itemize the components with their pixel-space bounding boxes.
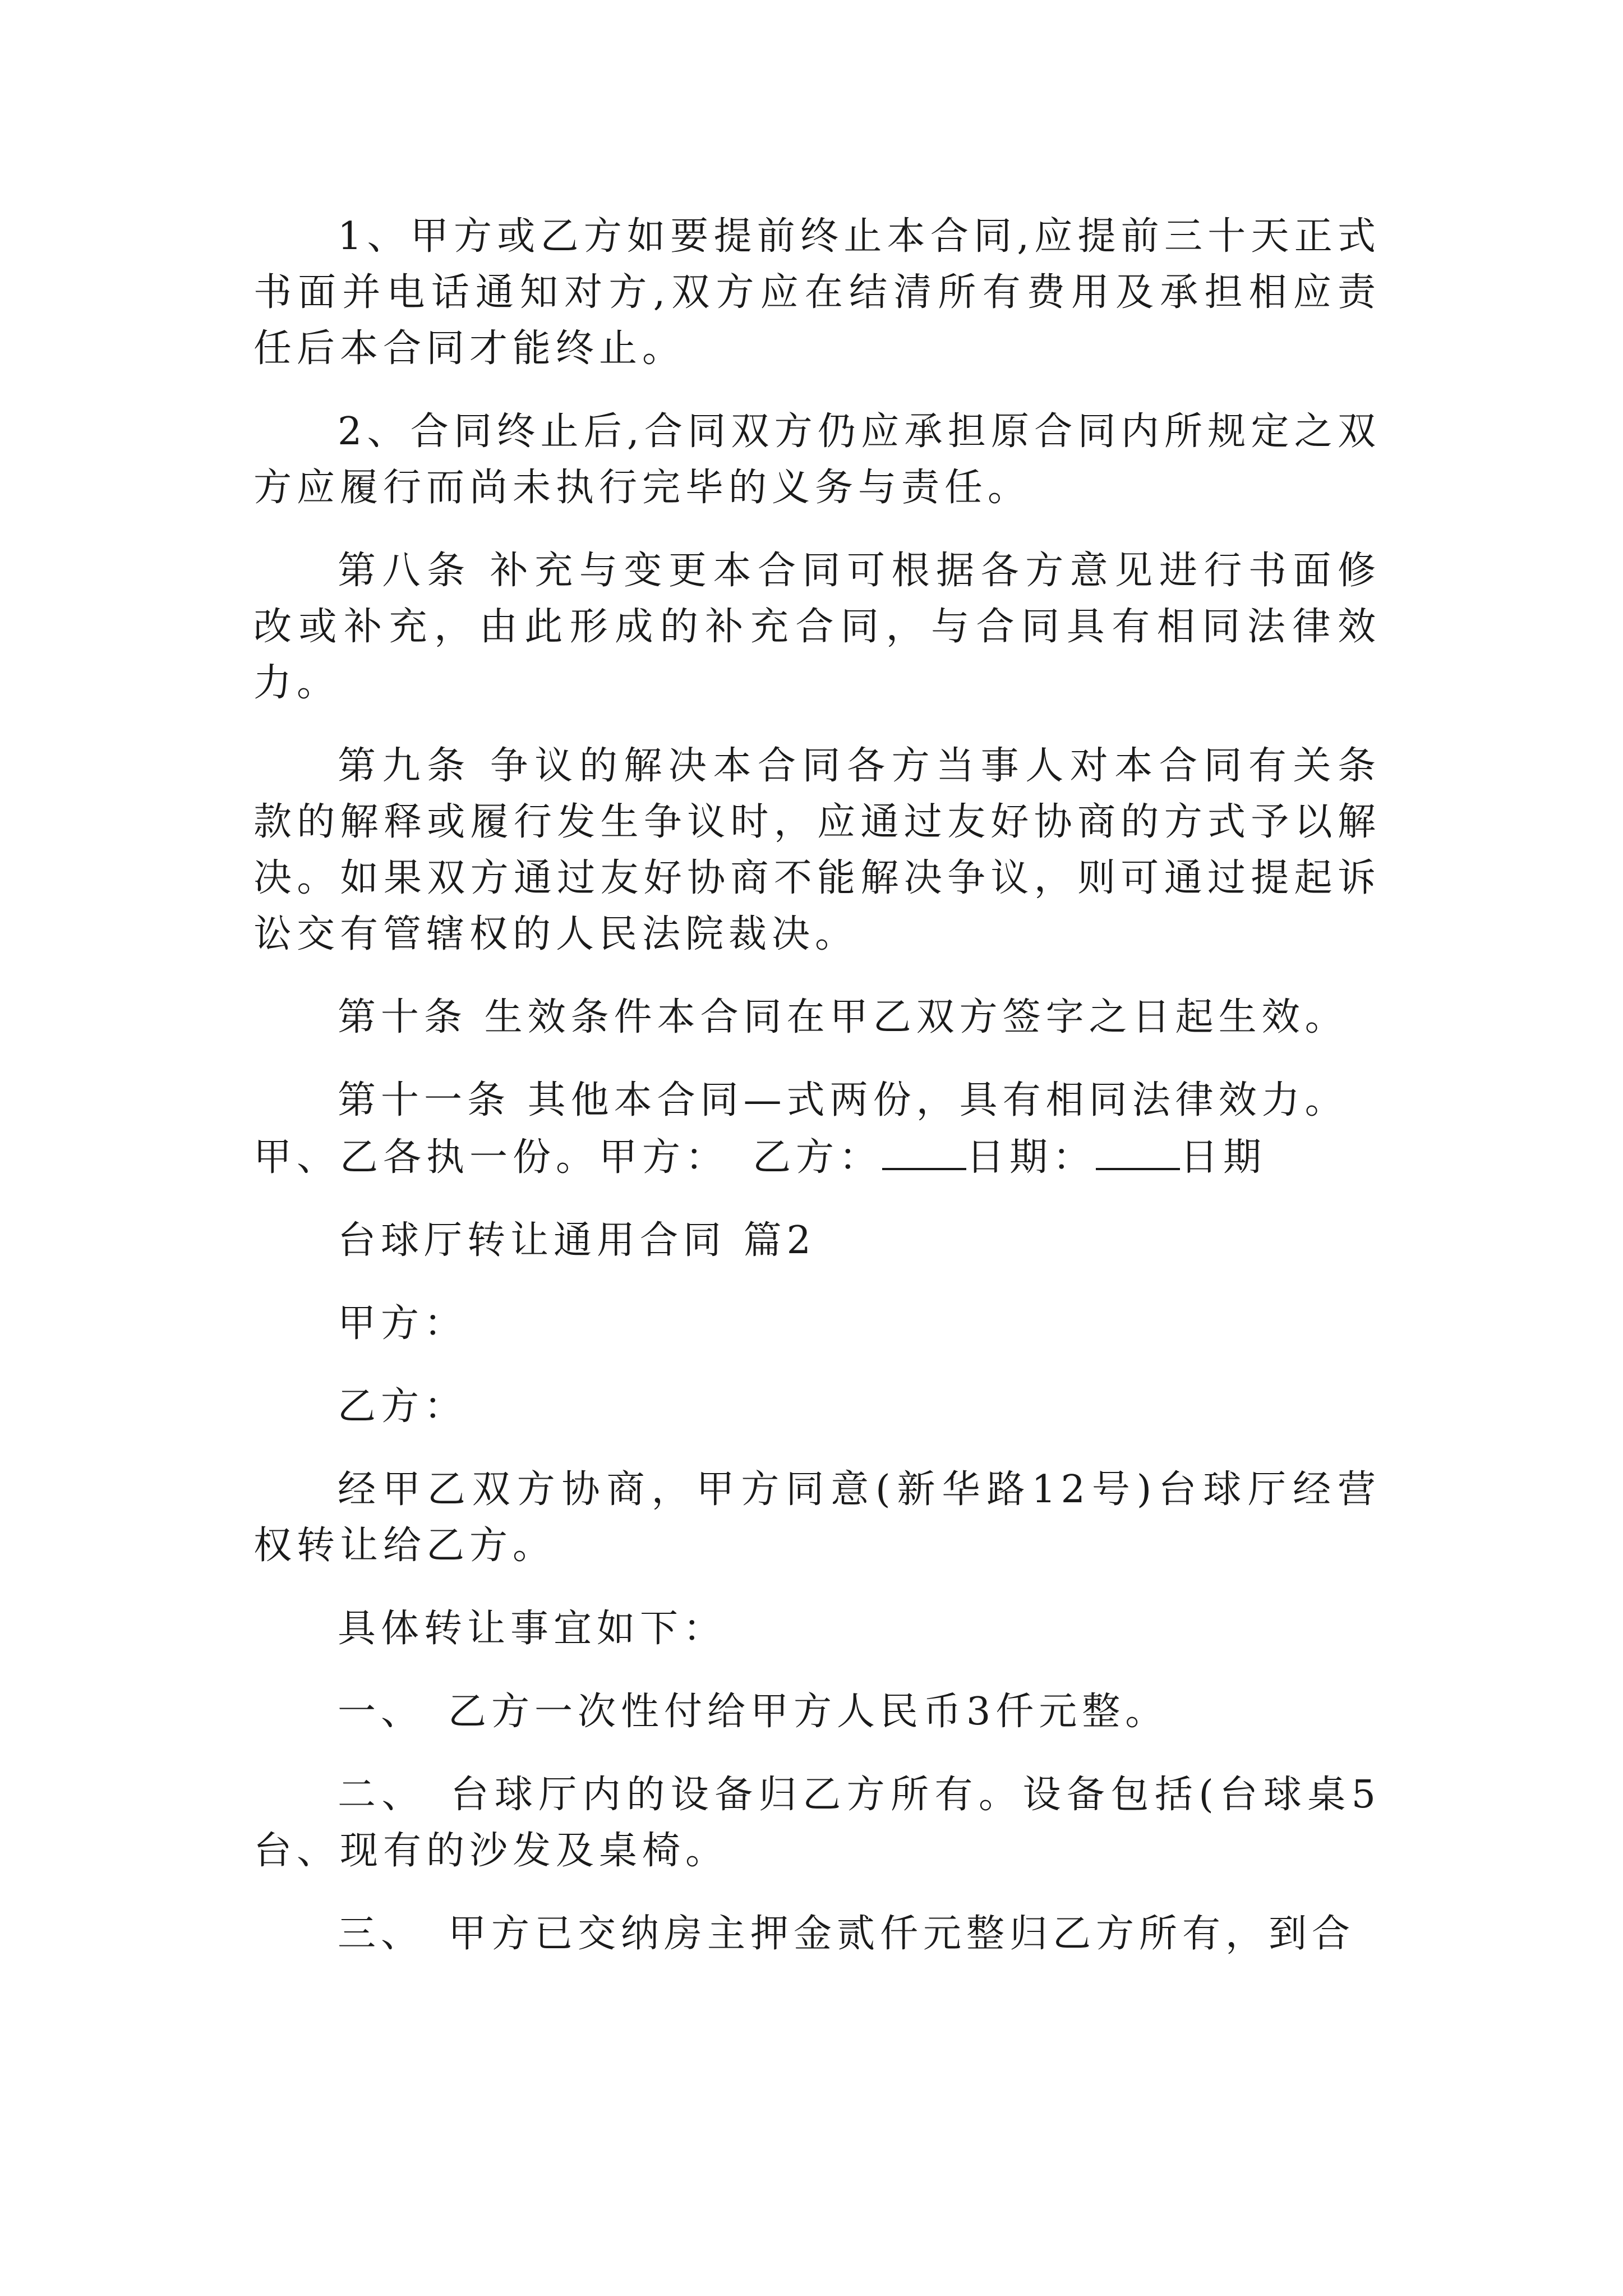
party-a-label: 甲方：	[338, 1301, 468, 1346]
signature-blank-a	[882, 1129, 966, 1170]
article-10-effect: 第十条 生效条件本合同在甲乙双方签字之日起生效。	[338, 995, 1348, 1039]
transfer-item-2: 二、 台球厅内的设备归乙方所有。设备包括(台球桌5台、现有的沙发及桌椅。	[253, 1773, 1381, 1873]
document-body	[253, 209, 1381, 1989]
article-11-other: 第十一条 其他本合同—式两份，具有相同法律效力。	[338, 1078, 1348, 1122]
transfer-item-3: 三、 甲方已交纳房主押金贰仟元整归乙方所有，到合	[338, 1912, 1355, 1956]
article-8-supplement: 第八条 补充与变更本合同可根据各方意见进行书面修改或补充，由此形成的补充合同，与合同具有相同法律效力。	[253, 549, 1381, 705]
party-b-label: 乙方：	[338, 1384, 468, 1429]
signature-parties-label: 甲、乙各执一份。甲方： 乙方：	[253, 1135, 883, 1180]
transfer-intro: 经甲乙双方协商，甲方同意(新华路12号)台球厅经营权转让给乙方。	[253, 1467, 1381, 1568]
paragraph-termination-notice: 1、甲方或乙方如要提前终止本合同,应提前三十天正式书面并电话通知对方,双方应在结清所有费用及承担相应责任后本合同才能终止。	[253, 214, 1381, 371]
transfer-item-1: 一、 乙方一次性付给甲方人民币3仟元整。	[338, 1690, 1169, 1734]
signature-line	[253, 1129, 1381, 1186]
section-2-heading: 台球厅转让通用合同 篇2	[338, 1218, 816, 1263]
article-9-dispute: 第九条 争议的解决本合同各方当事人对本合同有关条款的解释或履行发生争议时，应通过友好协商的方式予以解决。如果双方通过友好协商不能解决争议，则可通过提起诉讼交有管辖权的人民法院裁决。	[253, 744, 1381, 956]
signature-date-label-2: 日期	[1180, 1135, 1267, 1180]
transfer-details-heading: 具体转让事宜如下：	[338, 1607, 727, 1651]
signature-date-label: 日期：	[966, 1135, 1096, 1180]
signature-blank-b	[1096, 1129, 1180, 1170]
paragraph-post-termination: 2、合同终止后,合同双方仍应承担原合同内所规定之双方应履行而尚未执行完毕的义务与责任。	[253, 409, 1381, 510]
